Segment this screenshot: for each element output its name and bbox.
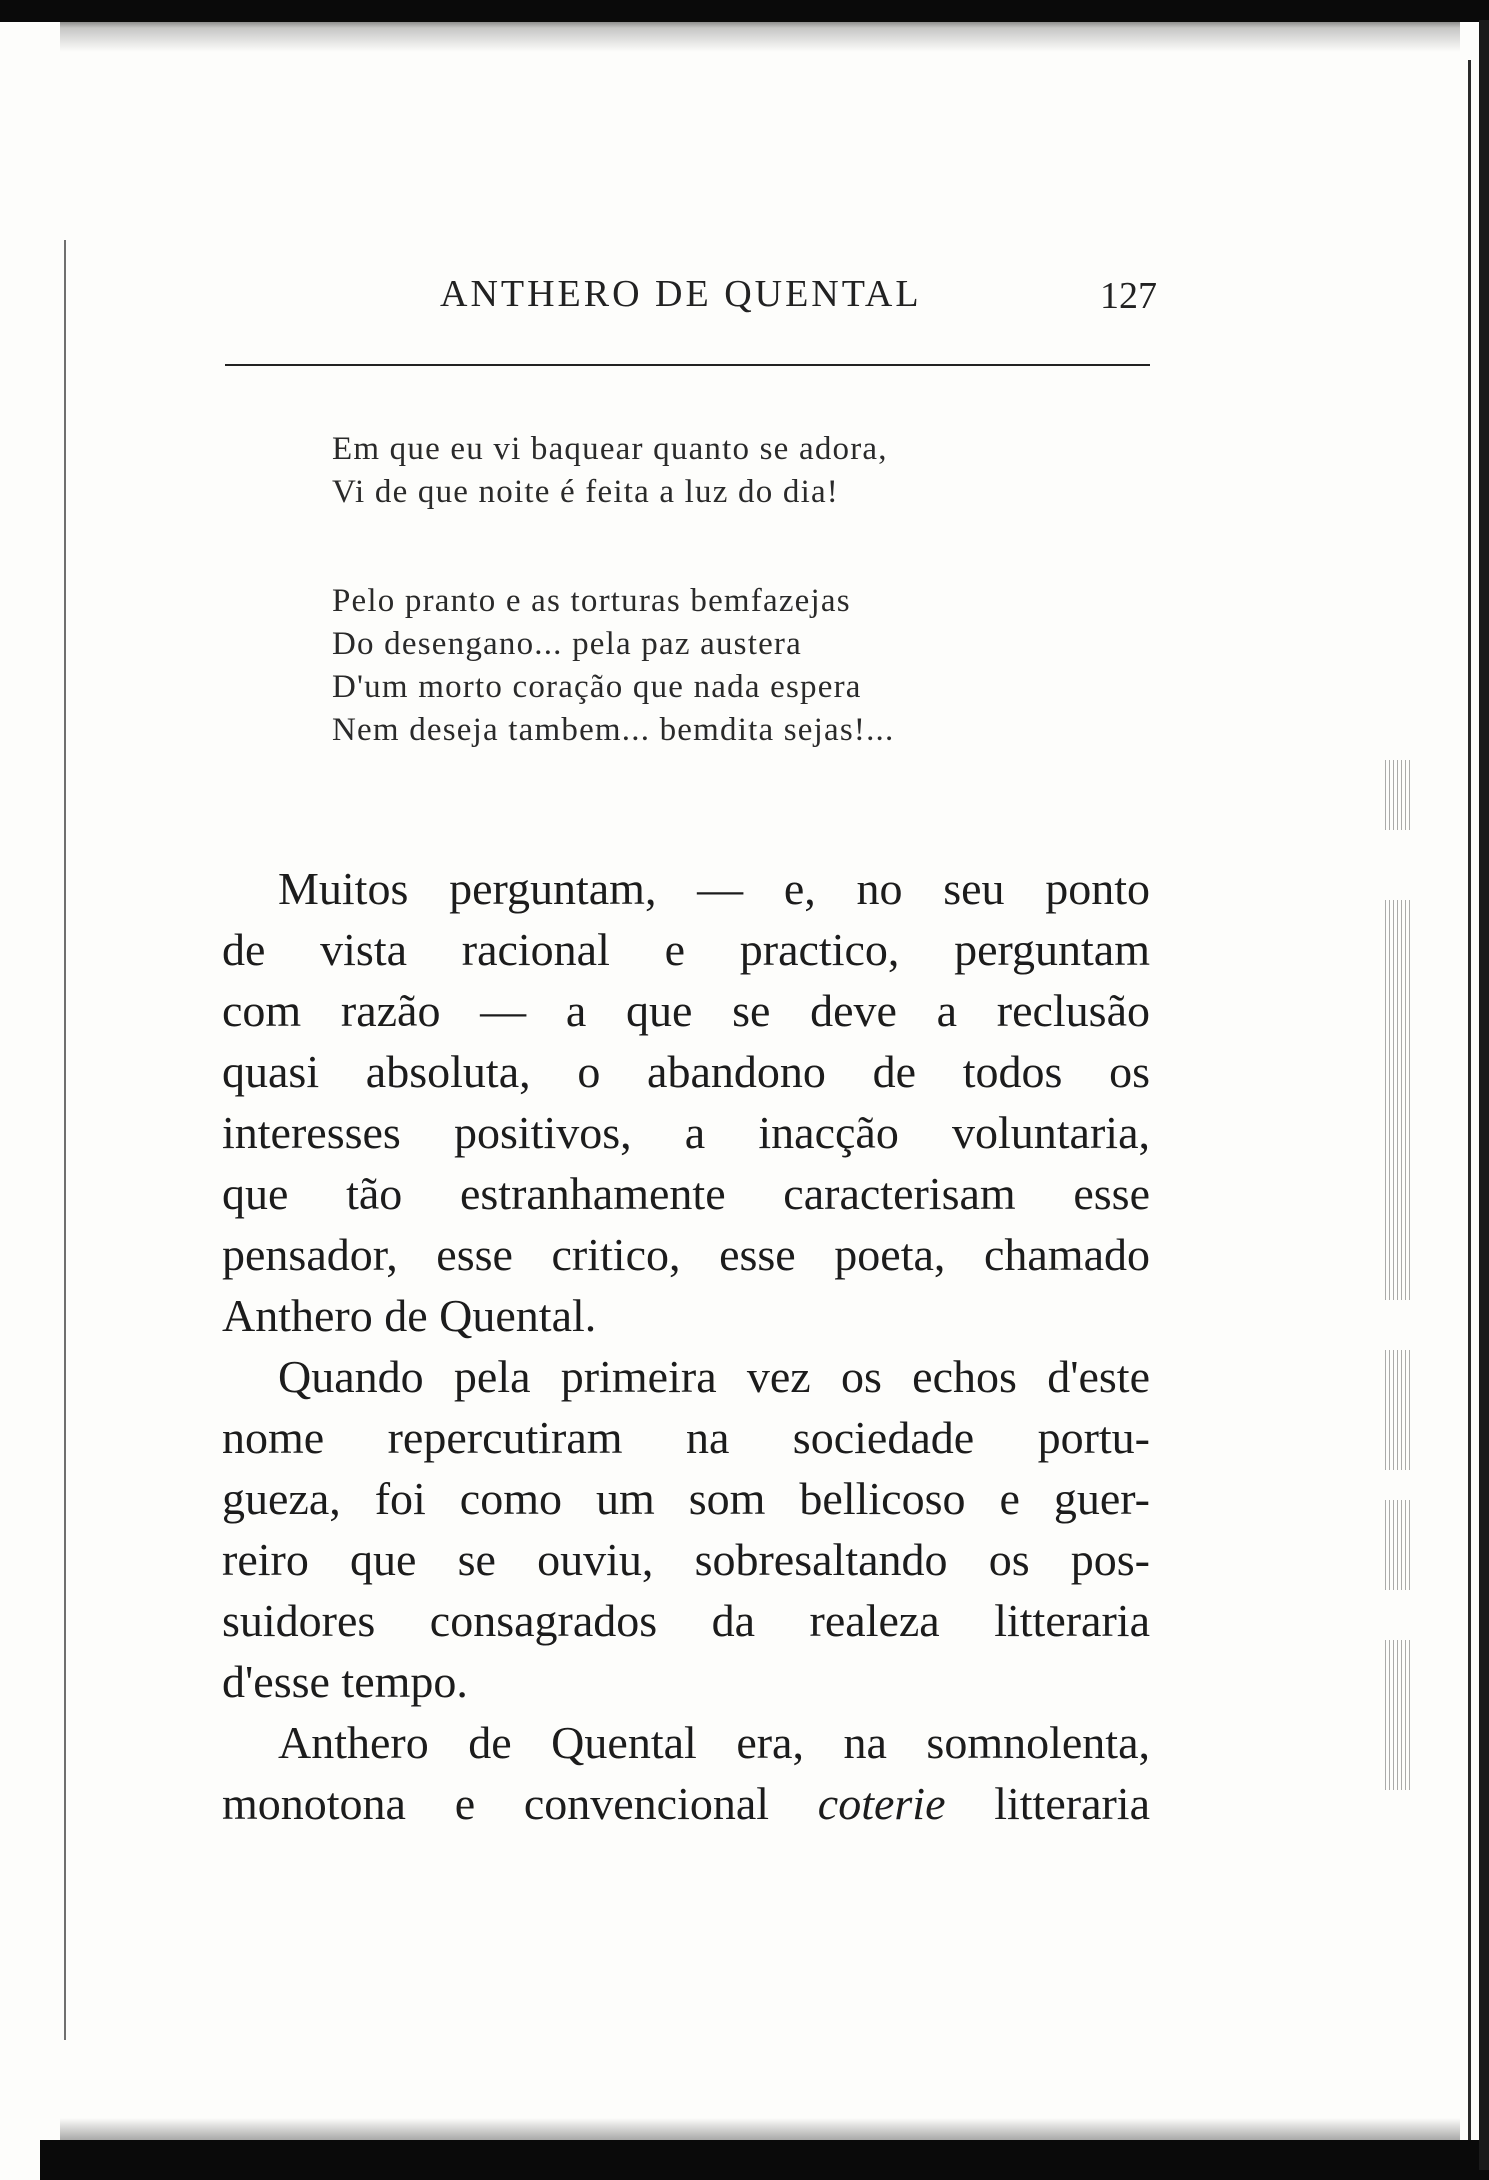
- prose-line: d'esse tempo.: [222, 1656, 468, 1707]
- prose-line: Quando pela primeira vez os echos d'este: [278, 1351, 1150, 1402]
- prose-text: monotona e convencional: [222, 1778, 770, 1829]
- verse-line: Vi de que noite é feita a luz do dia!: [332, 474, 839, 510]
- verse-line: Nem deseja tambem... bemdita sejas!...: [332, 712, 895, 748]
- verse-stanza-1: [332, 428, 888, 514]
- verse-line: Pelo pranto e as torturas bemfazejas: [332, 583, 851, 619]
- prose-line: quasi absoluta, o abandono de todos os: [222, 1046, 1150, 1097]
- scan-shadow-bottom: [60, 2118, 1460, 2140]
- prose-line: Anthero de Quental.: [222, 1290, 597, 1341]
- header-rule: [225, 364, 1150, 366]
- prose-line: interesses positivos, a inacção voluntaria,: [222, 1107, 1150, 1158]
- prose-line: suidores consagrados da realeza litteraria: [222, 1595, 1150, 1646]
- prose-line: Anthero de Quental era, na somnolenta,: [278, 1717, 1150, 1768]
- prose-line: nome repercutiram na sociedade portu-: [222, 1412, 1150, 1463]
- prose-line: que tão estranhamente caracterisam esse: [222, 1168, 1150, 1219]
- prose-line: de vista racional e practico, perguntam: [222, 924, 1150, 975]
- page-number: 127: [1100, 275, 1157, 317]
- prose-line: reiro que se ouviu, sobresaltando os pos-: [222, 1534, 1150, 1585]
- prose-line-mixed: [222, 1773, 1150, 1834]
- scan-border-bottom: [40, 2140, 1489, 2180]
- scan-noise: [1385, 760, 1413, 830]
- prose-line: Muitos perguntam, — e, no seu ponto: [278, 863, 1150, 914]
- prose-text: litteraria: [994, 1778, 1150, 1829]
- scan-noise: [1385, 1500, 1413, 1590]
- verse-stanza-2: [332, 580, 894, 752]
- verse-line: D'um morto coração que nada espera: [332, 669, 862, 705]
- scan-gutter-line: [64, 240, 66, 2040]
- verse-line: Do desengano... pela paz austera: [332, 626, 802, 662]
- scan-noise: [1385, 1640, 1413, 1790]
- prose-line: gueza, foi como um som bellicoso e guer-: [222, 1473, 1150, 1524]
- scan-noise: [1385, 900, 1413, 1300]
- italic-term: coterie: [817, 1778, 946, 1829]
- verse-line: Em que eu vi baquear quanto se adora,: [332, 431, 888, 467]
- prose-line: pensador, esse critico, esse poeta, chamado: [222, 1229, 1150, 1280]
- prose-line: com razão — a que se deve a reclusão: [222, 985, 1150, 1036]
- scan-noise: [1385, 1350, 1413, 1470]
- prose-body: [222, 858, 1150, 1834]
- scan-page-edge: [1468, 60, 1471, 2140]
- scan-border-top: [0, 0, 1489, 22]
- scan-border-right: [1479, 20, 1489, 2170]
- running-title: ANTHERO DE QUENTAL: [440, 273, 922, 315]
- scan-shadow-top: [60, 22, 1460, 52]
